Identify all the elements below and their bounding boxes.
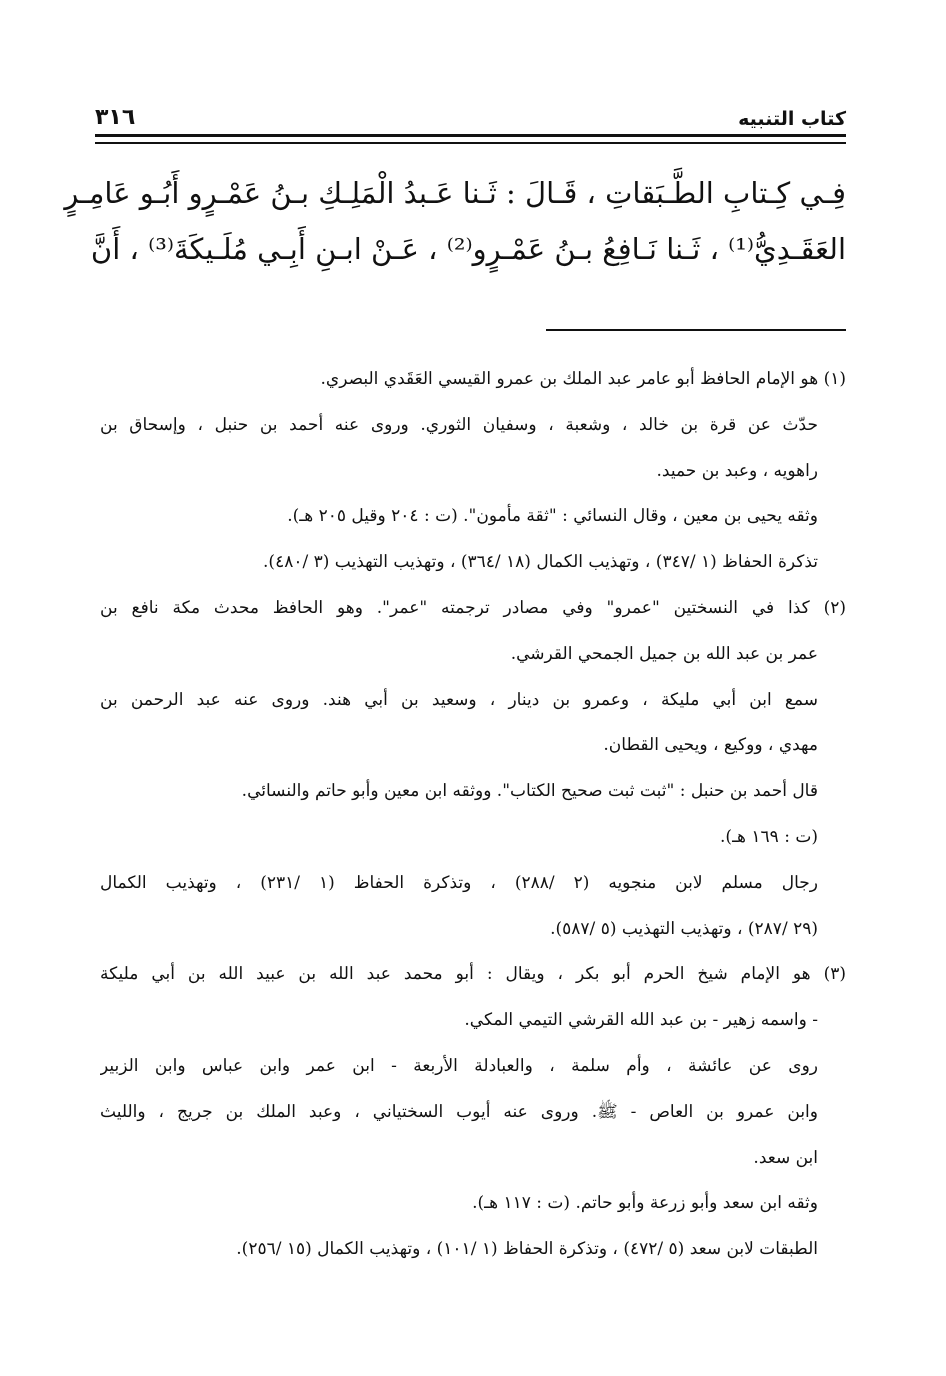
footnote-line: تذكرة الحفاظ (١ /٣٤٧) ، وتهذيب الكمال (١٨ /٣٦٤) ، وتهذيب التهذيب (٣ /٤٨٠). [263,552,818,573]
running-title: كتاب التنبيه [738,108,846,130]
page-number: ٣١٦ [95,105,136,130]
footnote-line: مهدي ، ووكيع ، ويحيى القطان. [603,735,818,756]
footnote-line: - واسمه زهير - بن عبد الله القرشي التيمي المكي. [464,1010,818,1031]
footnote-line: سمع ابن أبي مليكة ، وعمرو بن دينار ، وسعيد بن أبي هند. وروى عنه عبد الرحمن بن [100,689,818,710]
footnote-line: ابن سعد. [753,1147,818,1168]
footnote-line: (١) هو الإمام الحافظ أبو عامر عبد الملك بن عمرو القيسي العَقَدي البصري. [320,369,846,389]
footnote-line: قال أحمد بن حنبل : "ثبت ثبت صحيح الكتاب". ووثقه ابن معين وأبو حاتم والنسائي. [241,781,818,802]
footnote-line: (٢٩ /٢٨٧) ، وتهذيب التهذيب (٥ /٥٨٧). [550,918,818,939]
footnote-line: وابن عمرو بن العاص - ﷺ. وروى عنه أيوب السختياني ، وعبد الملك بن جريج ، والليث [100,1101,818,1122]
header-double-rule [95,134,846,144]
footnotes [100,357,846,1273]
main-text-line: العَقَـدِيُّ⁽¹⁾ ، ثَـنا نَـافِعُ بـنُ عَمْـرٍو⁽²⁾ ، عَـنْ ابـنِ أَبِـي مُلَـيكَةَ⁽³⁾ ، أَنَّ [90,232,846,266]
footnote-line: (٣) هو الإمام شيخ الحرم أبو بكر ، ويقال : أبو محمد عبد الله بن عبيد الله بن أبي مليكة [100,964,846,985]
footnote-line: (٢) كذا في النسختين "عمرو" وفي مصادر ترجمته "عمر". وهو الحافظ محدث مكة نافع بن [100,597,846,618]
footnote-line: (ت : ١٦٩ هـ). [720,826,818,847]
footnote-line: حدّث عن قرة بن خالد ، وشعبة ، وسفيان الثوري. وروى عنه أحمد بن حنبل ، وإسحاق بن [100,414,818,435]
footnote-line: رجال مسلم لابن منجويه (٢ /٢٨٨) ، وتذكرة الحفاظ (١ /٢٣١) ، وتهذيب الكمال [100,872,818,893]
footnote-line: وثقه يحيى بن معين ، وقال النسائي : "ثقة مأمون". (ت : ٢٠٤ وقيل ٢٠٥ هـ). [287,506,818,527]
main-text-line: فِـي كِـتابِ الطَّـبَقاتِ ، قَـالَ : ثَـنا عَـبدُ الْمَلِـكِ بـنُ عَمْـرٍو أَبُـو عَامِـرٍ [64,176,846,210]
footnote-line: عمر بن عبد الله بن جميل الجمحي القرشي. [510,643,818,664]
running-header [95,92,846,130]
footnote-line: راهويه ، وعبد بن حميد. [656,460,818,481]
footnote-line: الطبقات لابن سعد (٥ /٤٧٢) ، وتذكرة الحفاظ (١ /١٠١) ، وتهذيب الكمال (١٥ /٢٥٦). [236,1239,818,1260]
main-text [64,165,846,277]
footnote-line: وثقه ابن سعد وأبو زرعة وأبو حاتم. (ت : ١١٧ هـ). [472,1193,818,1214]
footnote-line: روى عن عائشة ، وأم سلمة ، والعبادلة الأربعة - ابن عمر وابن عباس وابن الزبير [100,1055,818,1076]
footnote-separator [546,329,846,331]
